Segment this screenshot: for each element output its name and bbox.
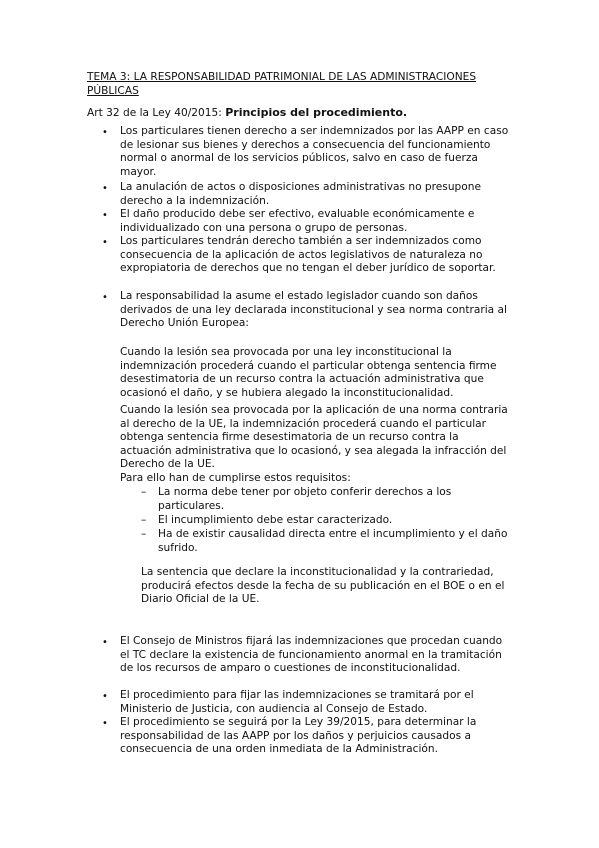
nested-paragraph-2: Cuando la lesión sea provocada por la aplicación de una norma contraria al derecho de la UE, la indemnización procederá cuando el particular obtenga sentencia firme desestimatoria de un recurso contra la actuación administrativa que lo ocasionó, y sea alegada la infracción del Derecho de la UE. (120, 404, 508, 470)
bullet-icon: • (102, 237, 108, 248)
bullet-icon: • (102, 691, 108, 702)
dash-marker: – (141, 528, 147, 540)
bullet-icon: • (102, 183, 108, 194)
bullet-icon: • (102, 127, 108, 138)
bullet-item-4: Los particulares tendrán derecho también a ser indemnizados como consecuencia de la aplicación de actos legislativos de naturaleza no expropiatoria de derechos que no tengan el deber jurídico de soportar. (120, 235, 496, 274)
article-subject: Principios del procedimiento. (225, 106, 408, 119)
bullet-bottom-2: El procedimiento para fijar las indemnizaciones se tramitará por el Ministerio de Justicia, con audiencia al Consejo de Estado. (120, 689, 474, 715)
bullet-icon: • (102, 637, 108, 648)
dash-marker: – (141, 514, 147, 526)
dash-marker: – (141, 486, 147, 498)
bullet-item-3: El daño producido debe ser efectivo, evaluable económicamente e individualizado con una persona o grupo de personas. (120, 208, 475, 234)
bullet-item-5: La responsabilidad la asume el estado legislador cuando son daños derivados de una ley declarada inconstitucional y sea norma contraria al Derecho Unión Europea: (120, 290, 507, 329)
bullet-icon: • (102, 210, 108, 221)
bullet-item-1: Los particulares tienen derecho a ser indemnizados por las AAPP en caso de lesionar sus bienes y derechos a consecuencia del funcionamiento normal o anormal de los servicios públicos, salvo en caso de fuerza mayor. (120, 125, 509, 178)
bullet-bottom-1: El Consejo de Ministros fijará las indemnizaciones que procedan cuando el TC declare la existencia de funcionamiento anormal en la tramitación de los recursos de amparo o cuestiones de inconstitucionalidad. (120, 635, 503, 674)
requisito-item-1: La norma debe tener por objeto conferir derechos a los particulares. (158, 486, 452, 512)
bullet-icon: • (102, 718, 108, 729)
bullet-bottom-3: El procedimiento se seguirá por la Ley 39/2015, para determinar la responsabilidad de las AAPP por los daños y perjuicios causados a consecuencia de una orden inmediata de la Administración. (120, 716, 477, 755)
bullet-icon: • (102, 292, 108, 303)
requisitos-intro: Para ello han de cumplirse estos requisitos: (120, 472, 351, 484)
requisito-item-3: Ha de existir causalidad directa entre el incumplimiento y el daño sufrido. (158, 528, 508, 554)
article-reference: Art 32 de la Ley 40/2015: (87, 107, 226, 119)
nested-paragraph-1: Cuando la lesión sea provocada por una ley inconstitucional la indemnización procederá cuando el particular obtenga sentencia firme desestimatoria de un recurso contra la actuación administrativa que ocasionó el daño, y se hubiera alegado la inconstitucionalidad. (120, 346, 497, 399)
nested-paragraph-3: La sentencia que declare la inconstitucionalidad y la contrariedad, producirá efectos desde la fecha de su publicación en el BOE o en el Diario Oficial de la UE. (141, 566, 505, 605)
document-title: TEMA 3: LA RESPONSABILIDAD PATRIMONIAL DE LAS ADMINISTRACIONES PÚBLICAS (87, 71, 477, 97)
requisito-item-2: El incumplimiento debe estar caracterizado. (158, 514, 393, 526)
article-heading (87, 106, 407, 120)
bullet-item-2: La anulación de actos o disposiciones administrativas no presupone derecho a la indemnización. (120, 181, 481, 207)
